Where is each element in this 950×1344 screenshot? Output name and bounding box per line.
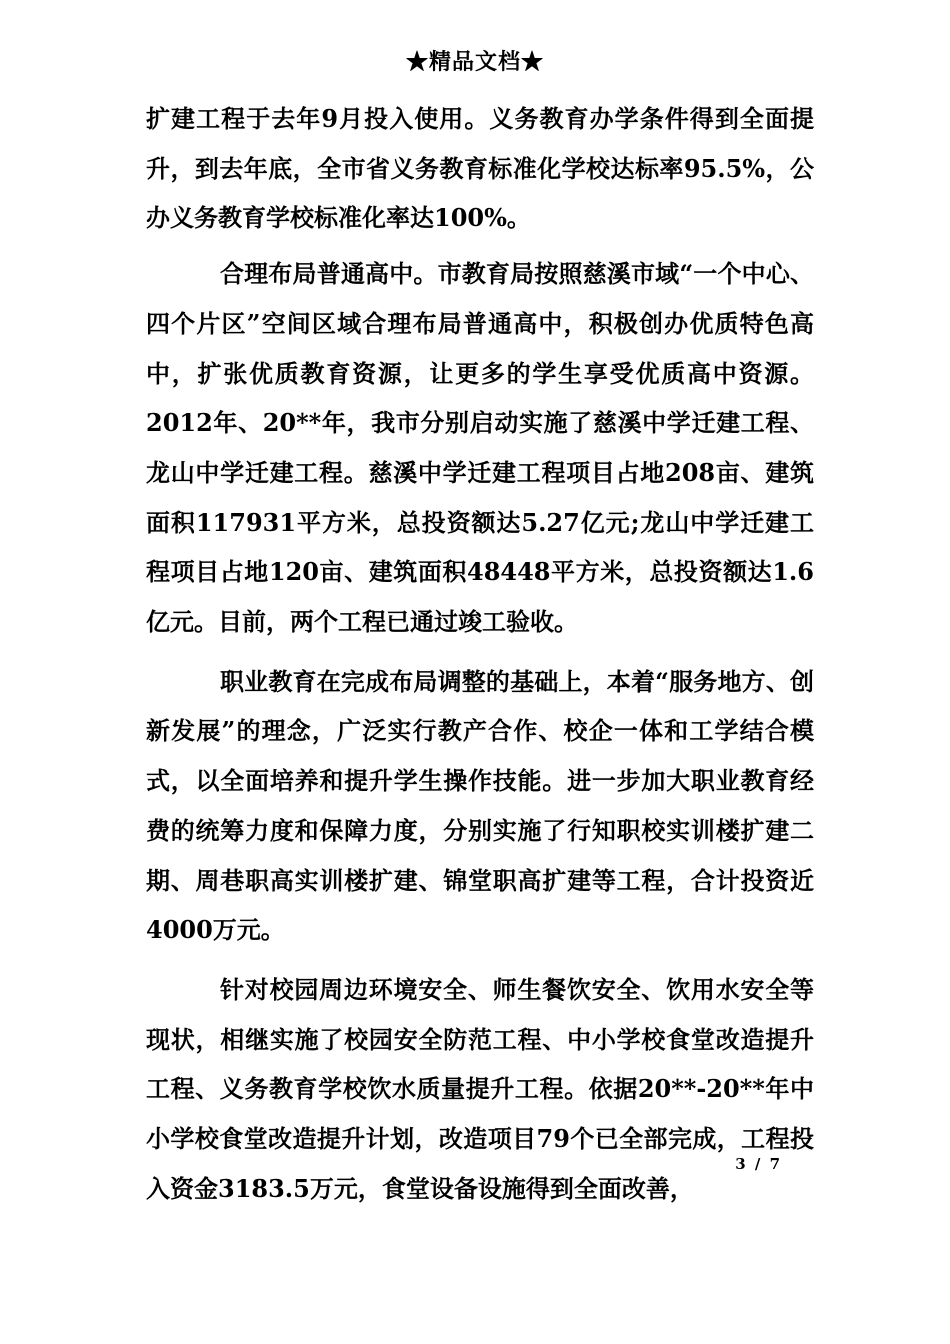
paragraph-high-school-layout: 合理布局普通高中。市教育局按照慈溪市域“一个中心、四个片区”空间区域合理布局普通高中，积极创办优质特色高中，扩张优质教育资源，让更多的学生享受优质高中资源。2012年、20**年，我市分别启动实施了慈溪中学迁建工程、龙山中学迁建工程。慈溪中学迁建工程项目占地208亩、建筑面积117931平方米，总投资额达5.27亿元;龙山中学迁建工程项目占地120亩、建筑面积48448平方米，总投资额达1.6亿元。目前，两个工程已通过竣工验收。	[146, 259, 814, 637]
document-header-title: ★精品文档★	[405, 49, 544, 75]
paragraph-continuation: 扩建工程于去年9月投入使用。义务教育办学条件得到全面提升，到去年底，全市省义务教育标准化学校达标率95.5%，公办义务教育学校标准化率达100%。	[146, 104, 814, 233]
page-number: 3 / 7	[735, 1155, 782, 1173]
paragraph-vocational-education: 职业教育在完成布局调整的基础上，本着“服务地方、创新发展”的理念，广泛实行教产合作、校企一体和工学结合模式，以全面培养和提升学生操作技能。进一步加大职业教育经费的统筹力度和保障力度，分别实施了行知职校实训楼扩建二期、周巷职高实训楼扩建、锦堂职高扩建等工程，合计投资近4000万元。	[146, 666, 814, 945]
paragraph-campus-safety: 针对校园周边环境安全、师生餐饮安全、饮用水安全等现状，相继实施了校园安全防范工程、中小学校食堂改造提升工程、义务教育学校饮水质量提升工程。依据20**-20**年中小学校食堂改造提升计划，改造项目79个已全部完成，工程投入资金3183.5万元，食堂设备设施得到全面改善，	[146, 974, 814, 1203]
document-body	[146, 94, 814, 1213]
